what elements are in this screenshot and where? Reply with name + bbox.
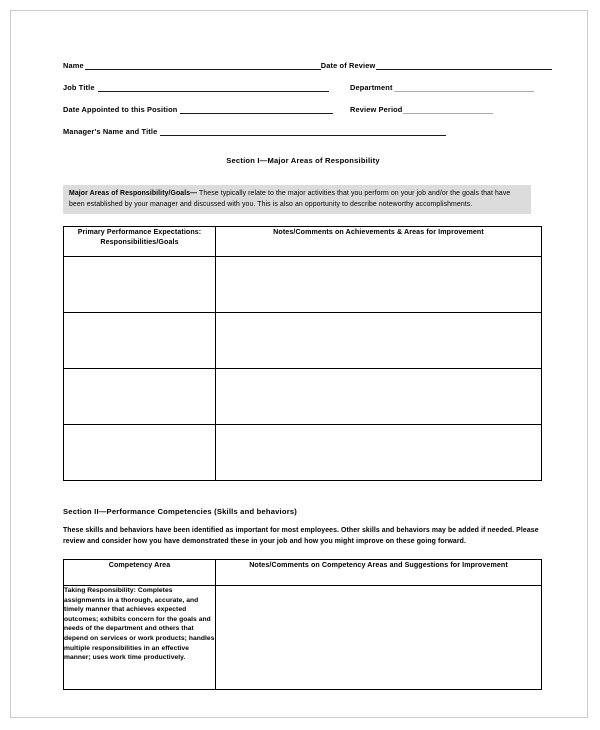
header-field-row [63, 105, 543, 114]
field-rule-review-period[interactable] [403, 105, 493, 114]
table-header-row [64, 560, 542, 586]
section-two-intro: These skills and behaviors have been identified as important for most employees. Other skills and behaviors may be added if needed. Please review and consider how you have demonstrated these in your job and how you might improve on these going forward. [63, 527, 539, 545]
field-review-period[interactable] [350, 105, 543, 114]
field-manager-name-title[interactable] [63, 127, 446, 136]
field-name[interactable] [63, 61, 321, 70]
header-fields [63, 61, 543, 136]
section-two-heading: Section II—Performance Competencies (Skills and behaviors) [63, 507, 297, 516]
table-row [64, 257, 542, 313]
field-rule-name[interactable] [85, 61, 321, 70]
field-label-manager-name-title: Manager's Name and Title [63, 127, 158, 136]
competency-name-label: Taking Responsibility: [64, 587, 136, 594]
section-one-heading: Section I—Major Areas of Responsibility [226, 156, 380, 165]
major-areas-paragraph [69, 189, 525, 210]
competency-table [63, 559, 542, 690]
field-rule-department[interactable] [394, 83, 534, 92]
table-header-primary-expectations: Primary Performance Expectations: Responsibilities/Goals [64, 227, 216, 257]
major-areas-highlight-block [63, 185, 531, 214]
table-row [64, 313, 542, 369]
field-job-title[interactable] [63, 83, 350, 92]
field-label-department: Department [350, 83, 393, 92]
cell-competency-notes[interactable] [216, 586, 542, 690]
major-areas-table [63, 226, 542, 481]
header-field-row [63, 83, 543, 92]
field-label-date-of-review: Date of Review [320, 61, 376, 70]
field-label-name: Name [63, 61, 84, 70]
cell-notes-1[interactable] [216, 257, 542, 313]
cell-competency-taking-responsibility[interactable] [64, 586, 216, 690]
field-label-job-title: Job Title [63, 83, 95, 92]
cell-notes-3[interactable] [216, 369, 542, 425]
field-rule-manager-name-title[interactable] [160, 127, 446, 136]
cell-expectations-4[interactable] [64, 425, 216, 481]
document-content [63, 61, 543, 690]
table-row [64, 369, 542, 425]
table-header-notes-competency: Notes/Comments on Competency Areas and Suggestions for Improvement [216, 560, 542, 586]
cell-expectations-1[interactable] [64, 257, 216, 313]
field-date-appointed[interactable] [63, 105, 350, 114]
table-header-competency-area: Competency Area [64, 560, 216, 586]
field-label-date-appointed: Date Appointed to this Position [63, 105, 178, 114]
field-rule-job-title[interactable] [98, 83, 329, 92]
table-row [64, 425, 542, 481]
field-date-of-review[interactable] [321, 61, 553, 70]
document-page [10, 10, 588, 718]
field-department[interactable] [350, 83, 543, 92]
major-areas-lead-in: Major Areas of Responsibility/Goals— [69, 190, 198, 197]
cell-expectations-3[interactable] [64, 369, 216, 425]
cell-expectations-2[interactable] [64, 313, 216, 369]
competency-description: Completes assignments in a thorough, accurate, and timely manner that achieves expected outcomes; exhibits concern for the goals and needs of the department and others that depend on services or work products; handles multiple responsibilities in an effective manner; uses work time productively. [64, 587, 215, 662]
field-rule-date-appointed[interactable] [180, 105, 333, 114]
header-field-row [63, 127, 543, 136]
cell-notes-4[interactable] [216, 425, 542, 481]
header-field-row [63, 61, 543, 70]
major-areas-body: These typically relate to the major activities that you perform on your job and/or the goals that have been established by your manager and discussed with you. This is also an opportunity to describe noteworthy accomplishments. [69, 190, 511, 208]
table-row [64, 586, 542, 690]
cell-notes-2[interactable] [216, 313, 542, 369]
table-header-row [64, 227, 542, 257]
field-label-review-period: Review Period [350, 105, 403, 114]
field-rule-date-of-review[interactable] [376, 61, 552, 70]
table-header-notes-achievements: Notes/Comments on Achievements & Areas for Improvement [216, 227, 542, 257]
